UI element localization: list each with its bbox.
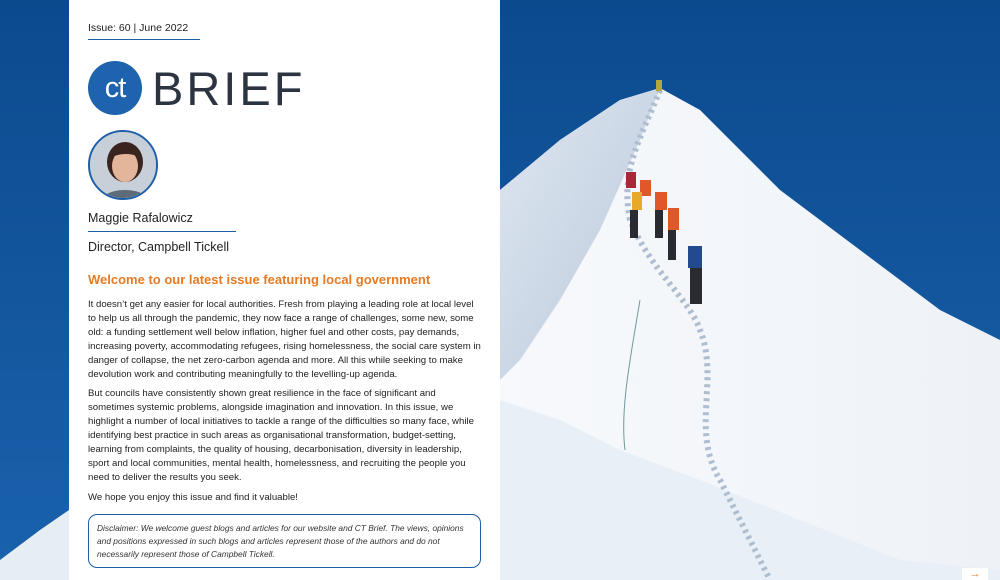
content-panel — [69, 0, 500, 580]
ct-brief-logo[interactable] — [88, 60, 305, 116]
arrow-right-icon: → — [969, 568, 981, 580]
author-name: Maggie Rafalowicz — [88, 211, 236, 232]
next-page-button[interactable] — [962, 568, 988, 580]
intro-paragraph: It doesn’t get any easier for local authorities. Fresh from playing a leading role at local level to help us all through the pandemic, they now face a range of challenges, some new, some old: a funding settlement well below inflation, higher fuel and other costs, pay demands, increasing poverty, accommodating refugees, rising homelessness, the social care system in danger of collapse, the net zero-carbon agenda and more. All this while seeking to make devolution work and contributing meaningfully to the levelling-up agenda. — [88, 299, 481, 380]
author-role: Director, Campbell Tickell — [88, 240, 230, 254]
intro-body — [88, 298, 483, 511]
welcome-headline: Welcome to our latest issue featuring local government — [88, 272, 431, 287]
closing-paragraph: We hope you enjoy this issue and find it valuable! — [88, 491, 298, 503]
logo-mark: ct — [88, 61, 142, 115]
author-avatar — [88, 130, 158, 200]
disclaimer-box: Disclaimer: We welcome guest blogs and articles for our website and CT Brief. The views, opinions and positions expressed in such blogs and articles represent those of the authors and do not necessarily represent those of Campbell Tickell. — [88, 514, 481, 568]
intro-paragraph: But councils have consistently shown great resilience in the face of significant and sometimes systemic problems, alongside imagination and innovation. In this issue, we highlight a number of local initiatives to tackle a range of the difficulties so many face, while identifying best practice in such areas as organisational transformation, budget-setting, learning from complaints, the quality of housing, decarbonisation, diversity in leadership, sport and local communities, mental health, homelessness, and recruiting the people you need to deliver the results you seek. — [88, 388, 474, 483]
logo-wordmark: BRIEF — [152, 61, 306, 115]
issue-label: Issue: 60 | June 2022 — [88, 22, 200, 40]
